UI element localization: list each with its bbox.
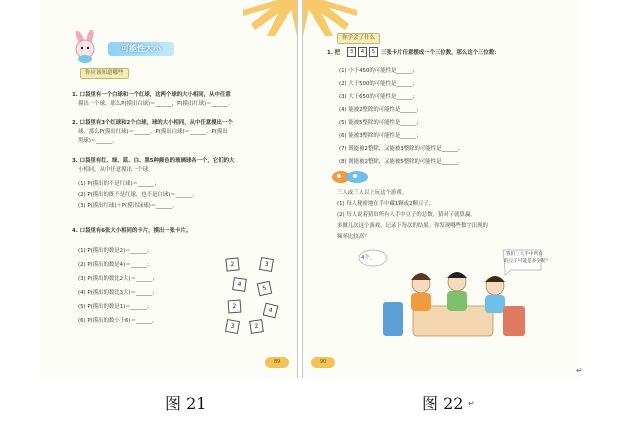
list-item: (7) 既能被2整除，又能被3整除的可能性是______；	[339, 146, 464, 152]
question-line: 4. 口袋里有6张大小相同的卡片，摸出一张卡片。	[72, 228, 192, 234]
question-line: 2. 口袋里有3个红球和2个白球，球的大小相同，从中任意摸出一个	[72, 120, 233, 126]
page-number: 89	[265, 357, 289, 368]
sub-item: (6) P(摸出的数小于6)＝______。	[78, 318, 158, 324]
page-number: 90	[311, 357, 335, 368]
speech-bubble-right-line: 的豆子可能是多少呢？	[504, 259, 550, 264]
list-item: (1) 小于450的可能性是______；	[339, 68, 418, 74]
list-item: (6) 能被3整除的可能性是______；	[339, 133, 422, 139]
question-line: 小相同，从中任意摸出一个球。	[78, 167, 154, 173]
number-card: 4	[263, 303, 279, 319]
number-card: 5	[257, 281, 272, 296]
digit-card: 4	[358, 47, 367, 57]
game-line: 频率比较高？	[337, 234, 370, 240]
sub-item: (5) P(摸出的数是1)＝______；	[78, 304, 153, 310]
number-card: 4	[232, 277, 247, 292]
sub-item: (2) P(摸出的数是4)＝______；	[78, 262, 153, 268]
figure-caption-right: 图 22	[422, 394, 464, 413]
question-line: (1) P(摸出的不是红球)＝______；	[78, 181, 160, 187]
figure-caption-left: 图 21	[165, 394, 207, 413]
game-line: (1) 每人秘密地在手中藏1颗或2颗豆子。	[337, 201, 435, 207]
question-intro: 1. 把	[327, 50, 341, 56]
section-tag: 你应该知道哪些	[80, 68, 129, 79]
section-tag: 你学会了什么	[337, 33, 380, 44]
game-line: 多做几次这个游戏，记录下每次的结果。你发现哪些数字出现的	[337, 223, 488, 229]
decorative-corner-rays	[237, 0, 297, 36]
list-item: (2) 大于500的可能性是______；	[339, 81, 418, 87]
number-card: 3	[225, 319, 240, 334]
sub-item: (4) P(摸出的数比3大)＝______；	[78, 290, 158, 296]
question-line: 摸出一个球，那么P(摸出白球)＝______，P(摸出红球)＝______。	[78, 101, 234, 107]
decorative-corner-rays	[303, 0, 363, 36]
question-line: 1. 口袋里有一个白球和一个红球，这两个球的大小相同，从中任意	[72, 92, 231, 98]
question-line: 3. 口袋里有红、绿、蓝、白、黑5种颜色的玻璃球各一个，它们的大	[72, 158, 235, 164]
question-line: (3) P(摸出红球)＋P(摸出绿球)＝______。	[78, 203, 178, 209]
left-textbook-page	[40, 0, 298, 378]
number-card: 3	[259, 257, 274, 272]
right-textbook-page	[302, 0, 580, 378]
section-title: 可能性大小	[108, 42, 174, 56]
game-line: 三人或三人以上玩这个游戏。	[337, 190, 408, 196]
number-card: 2	[225, 257, 239, 271]
list-item: (4) 能被2整除的可能性是______；	[339, 107, 422, 113]
rabbit-mascot-icon	[68, 30, 108, 64]
list-item: (8) 既能被2整除，又能被5整除的可能性是______。	[339, 159, 464, 165]
question-line: 球，那么P(摸出红球)＝______，P(摸出白球)＝______，P(摸出	[78, 129, 228, 135]
number-card: 2	[228, 300, 242, 314]
digit-card: 5	[369, 47, 378, 57]
paragraph-return-mark: ↵	[576, 366, 583, 375]
digit-card: 3	[347, 47, 356, 57]
sub-item: (3) P(摸出的数比2大)＝______；	[78, 276, 158, 282]
speech-bubble-left: 4个。	[361, 255, 376, 261]
game-section-logo	[331, 170, 371, 184]
paragraph-return-mark: ↵	[468, 399, 475, 408]
list-item: (3) 大于650的可能性是______；	[339, 94, 418, 100]
question-line: (2) P(摸出的既不是红球，也不是白球)＝______；	[78, 192, 198, 198]
number-card: 2	[249, 319, 264, 334]
question-line: 黑球)＝______。	[78, 138, 118, 144]
question-text: 三张卡片任意摆成一个三位数，那么这个三位数：	[381, 50, 500, 56]
speech-bubble-right-line: 我们三人手中所有	[506, 252, 543, 257]
game-line: (2) 每人说着猜出所有人手中豆子的总数，猜对了就算赢。	[337, 212, 476, 218]
list-item: (5) 能被5整除的可能性是______；	[339, 120, 422, 126]
sub-item: (1) P(摸出的数是2)＝______；	[78, 248, 153, 254]
